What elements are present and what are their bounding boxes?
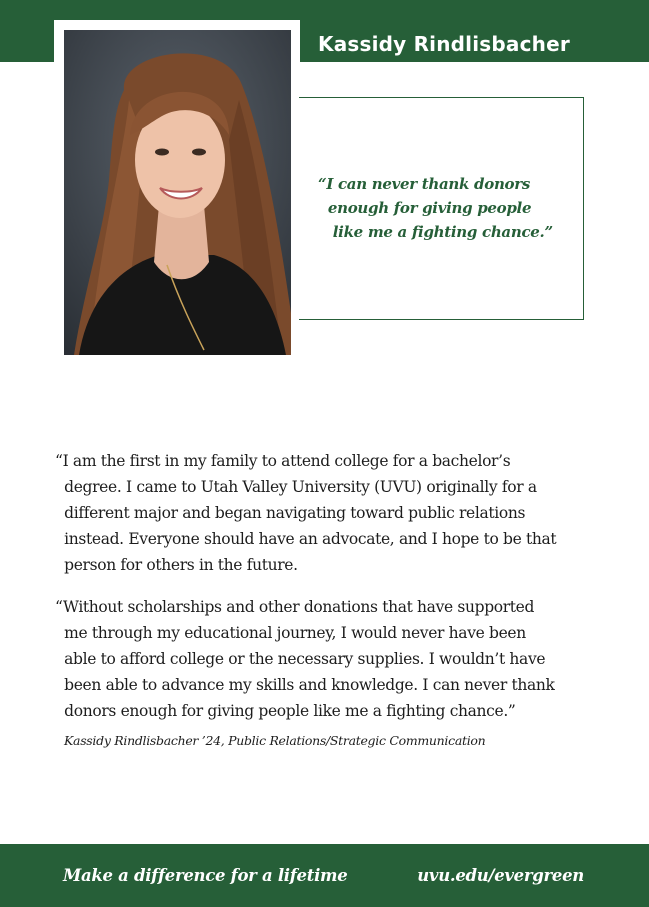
attribution: Kassidy Rindlisbacher ’24, Public Relations/Strategic Communication — [64, 733, 486, 748]
testimonial-paragraph-2: “Without scholarships and other donations that have supported me through my educational journey, I would never have been able to afford college or the necessary supplies. I wouldn’t have been able to advance my skills and knowledge. I can never thank donors enough for giving people like me a fighting chance.” — [55, 598, 555, 720]
pull-quote: “I can never thank donors enough for giving people like me a fighting chance.” — [318, 175, 553, 241]
portrait-photo — [64, 30, 291, 355]
student-name: Kassidy Rindlisbacher — [318, 32, 570, 56]
footer-url-link[interactable]: uvu.edu/evergreen — [417, 866, 584, 885]
footer-tagline: Make a difference for a lifetime — [63, 866, 348, 885]
testimonial-paragraph-1: “I am the first in my family to attend college for a bachelor’s degree. I came to Utah Valley University (UVU) originally for a different major and began navigating toward public relations instead. Everyone should have an advocate, and I hope to be that person for others in the future. — [55, 452, 557, 574]
